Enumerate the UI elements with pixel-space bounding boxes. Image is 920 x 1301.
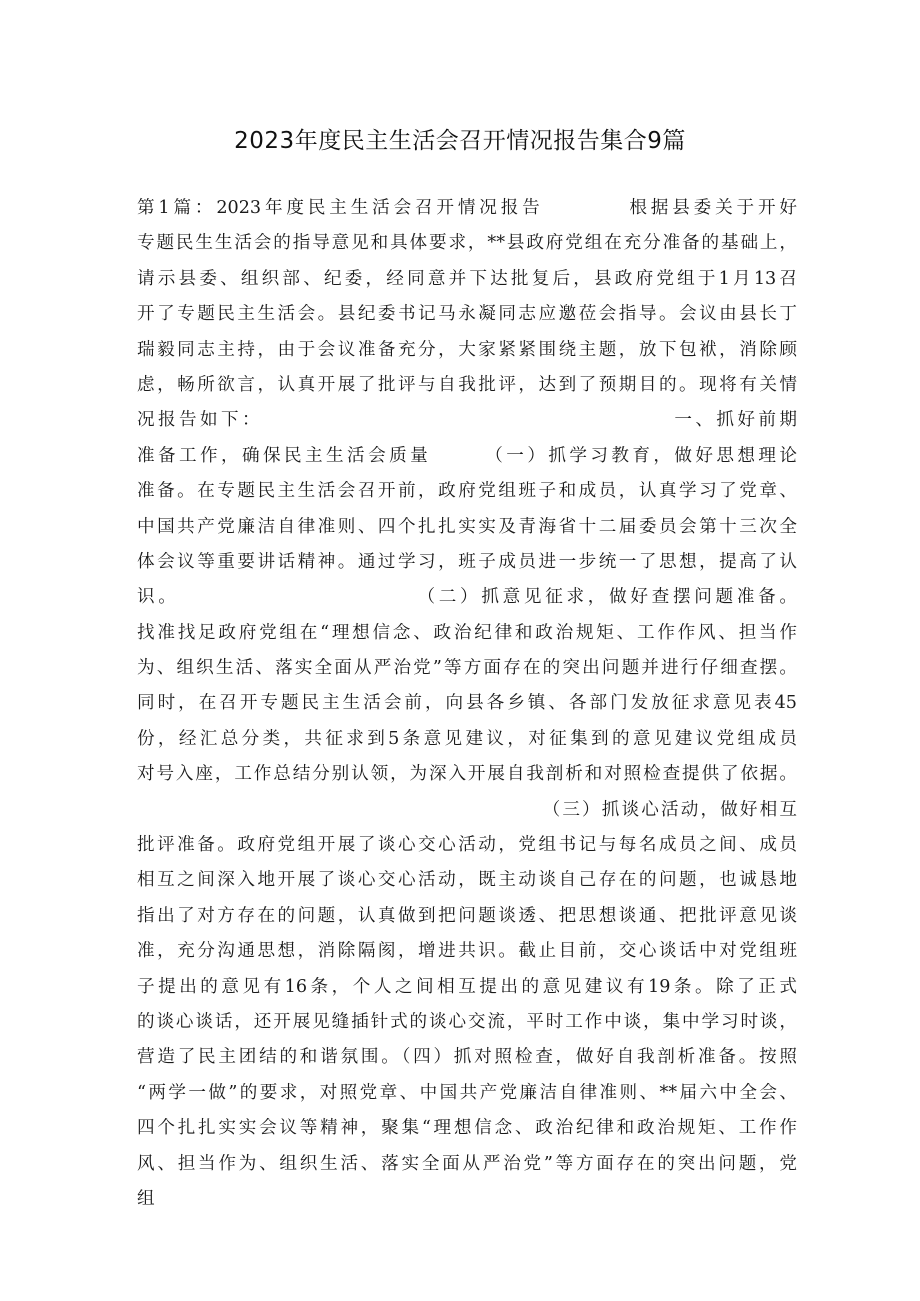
paragraph-line: 为、组织生活、落实全面从严治党”等方面存在的突出问题并进行仔细查摆。 — [137, 658, 797, 679]
document-title: 2023年度民主生活会召开情况报告集合9篇 — [234, 128, 686, 154]
paragraph-line: 虑，畅所欲言，认真开展了批评与自我批评，达到了预期目的。现将有关情 — [137, 374, 797, 395]
paragraph-line: 找准找足政府党组在“理想信念、政治纪律和政治规矩、工作作风、担当作 — [137, 622, 797, 643]
paragraph-line: 份，经汇总分类，共征求到5条意见建议，对征集到的意见建议党组成员 — [137, 728, 797, 749]
paragraph-line: 第1篇：2023年度民主生活会召开情况报告 根据县委关于开好 — [137, 198, 797, 218]
paragraph-line: 子提出的意见有16条，个人之间相互提出的意见建议有19条。除了正式 — [137, 976, 797, 997]
paragraph-line: 指出了对方存在的问题，认真做到把问题谈透、把思想谈通、把批评意见谈 — [137, 905, 797, 926]
paragraph-line: 的谈心谈话，还开展见缝插针式的谈心交流，平时工作中谈，集中学习时谈， — [137, 1011, 797, 1032]
paragraph-line: 风、担当作为、组织生活、落实全面从严治党”等方面存在的突出问题，党 — [137, 1153, 797, 1174]
paragraph-line: 四个扎扎实实会议等精神，聚集“理想信念、政治纪律和政治规矩、工作作 — [137, 1118, 797, 1139]
paragraph-line: 准，充分沟通思想，消除隔阂，增进共识。截止目前，交心谈话中对党组班 — [137, 941, 797, 962]
paragraph-line: 体会议等重要讲话精神。通过学习，班子成员进一步统一了思想，提高了认 — [137, 551, 797, 572]
paragraph-line: （三）抓谈心活动，做好相互 — [137, 799, 797, 820]
paragraph-line: 批评准备。政府党组开展了谈心交心活动，党组书记与每名成员之间、成员 — [137, 835, 797, 856]
paragraph-line: “两学一做”的要求，对照党章、中国共产党廉洁自律准则、**届六中全会、 — [137, 1082, 797, 1103]
paragraph-line: 专题民生生活会的指导意见和具体要求，**县政府党组在充分准备的基础上， — [137, 233, 797, 254]
paragraph-line: 营造了民主团结的和谐氛围。（四）抓对照检查，做好自我剖析准备。按照 — [137, 1047, 797, 1068]
paragraph-line: 请示县委、组织部、纪委，经同意并下达批复后，县政府党组于1月13召 — [137, 268, 797, 289]
paragraph-line: 相互之间深入地开展了谈心交心活动，既主动谈自己存在的问题，也诚恳地 — [137, 870, 797, 891]
paragraph-line: 识。 （二）抓意见征求，做好查摆问题准备。 — [137, 587, 797, 608]
paragraph-line: 对号入座，工作总结分别认领，为深入开展自我剖析和对照检查提供了依据。 — [137, 764, 797, 785]
paragraph-line: 开了专题民主生活会。县纪委书记马永凝同志应邀莅会指导。会议由县长丁 — [137, 304, 797, 325]
paragraph-line: 中国共产党廉洁自律准则、四个扎扎实实及青海省十二届委员会第十三次全 — [137, 516, 797, 537]
paragraph-line: 同时，在召开专题民主生活会前，向县各乡镇、各部门发放征求意见表45 — [137, 693, 797, 714]
document-body — [137, 191, 797, 1217]
paragraph-line: 准备。在专题民主生活会召开前，政府党组班子和成员，认真学习了党章、 — [137, 481, 797, 502]
paragraph-line: 组 — [137, 1188, 155, 1209]
paragraph-line: 瑞毅同志主持，由于会议准备充分，大家紧紧围绕主题，放下包袱，消除顾 — [137, 339, 797, 360]
paragraph-line: 况报告如下： 一、抓好前期 — [137, 410, 797, 431]
paragraph-line: 准备工作，确保民主生活会质量 （一）抓学习教育，做好思想理论 — [137, 445, 797, 466]
